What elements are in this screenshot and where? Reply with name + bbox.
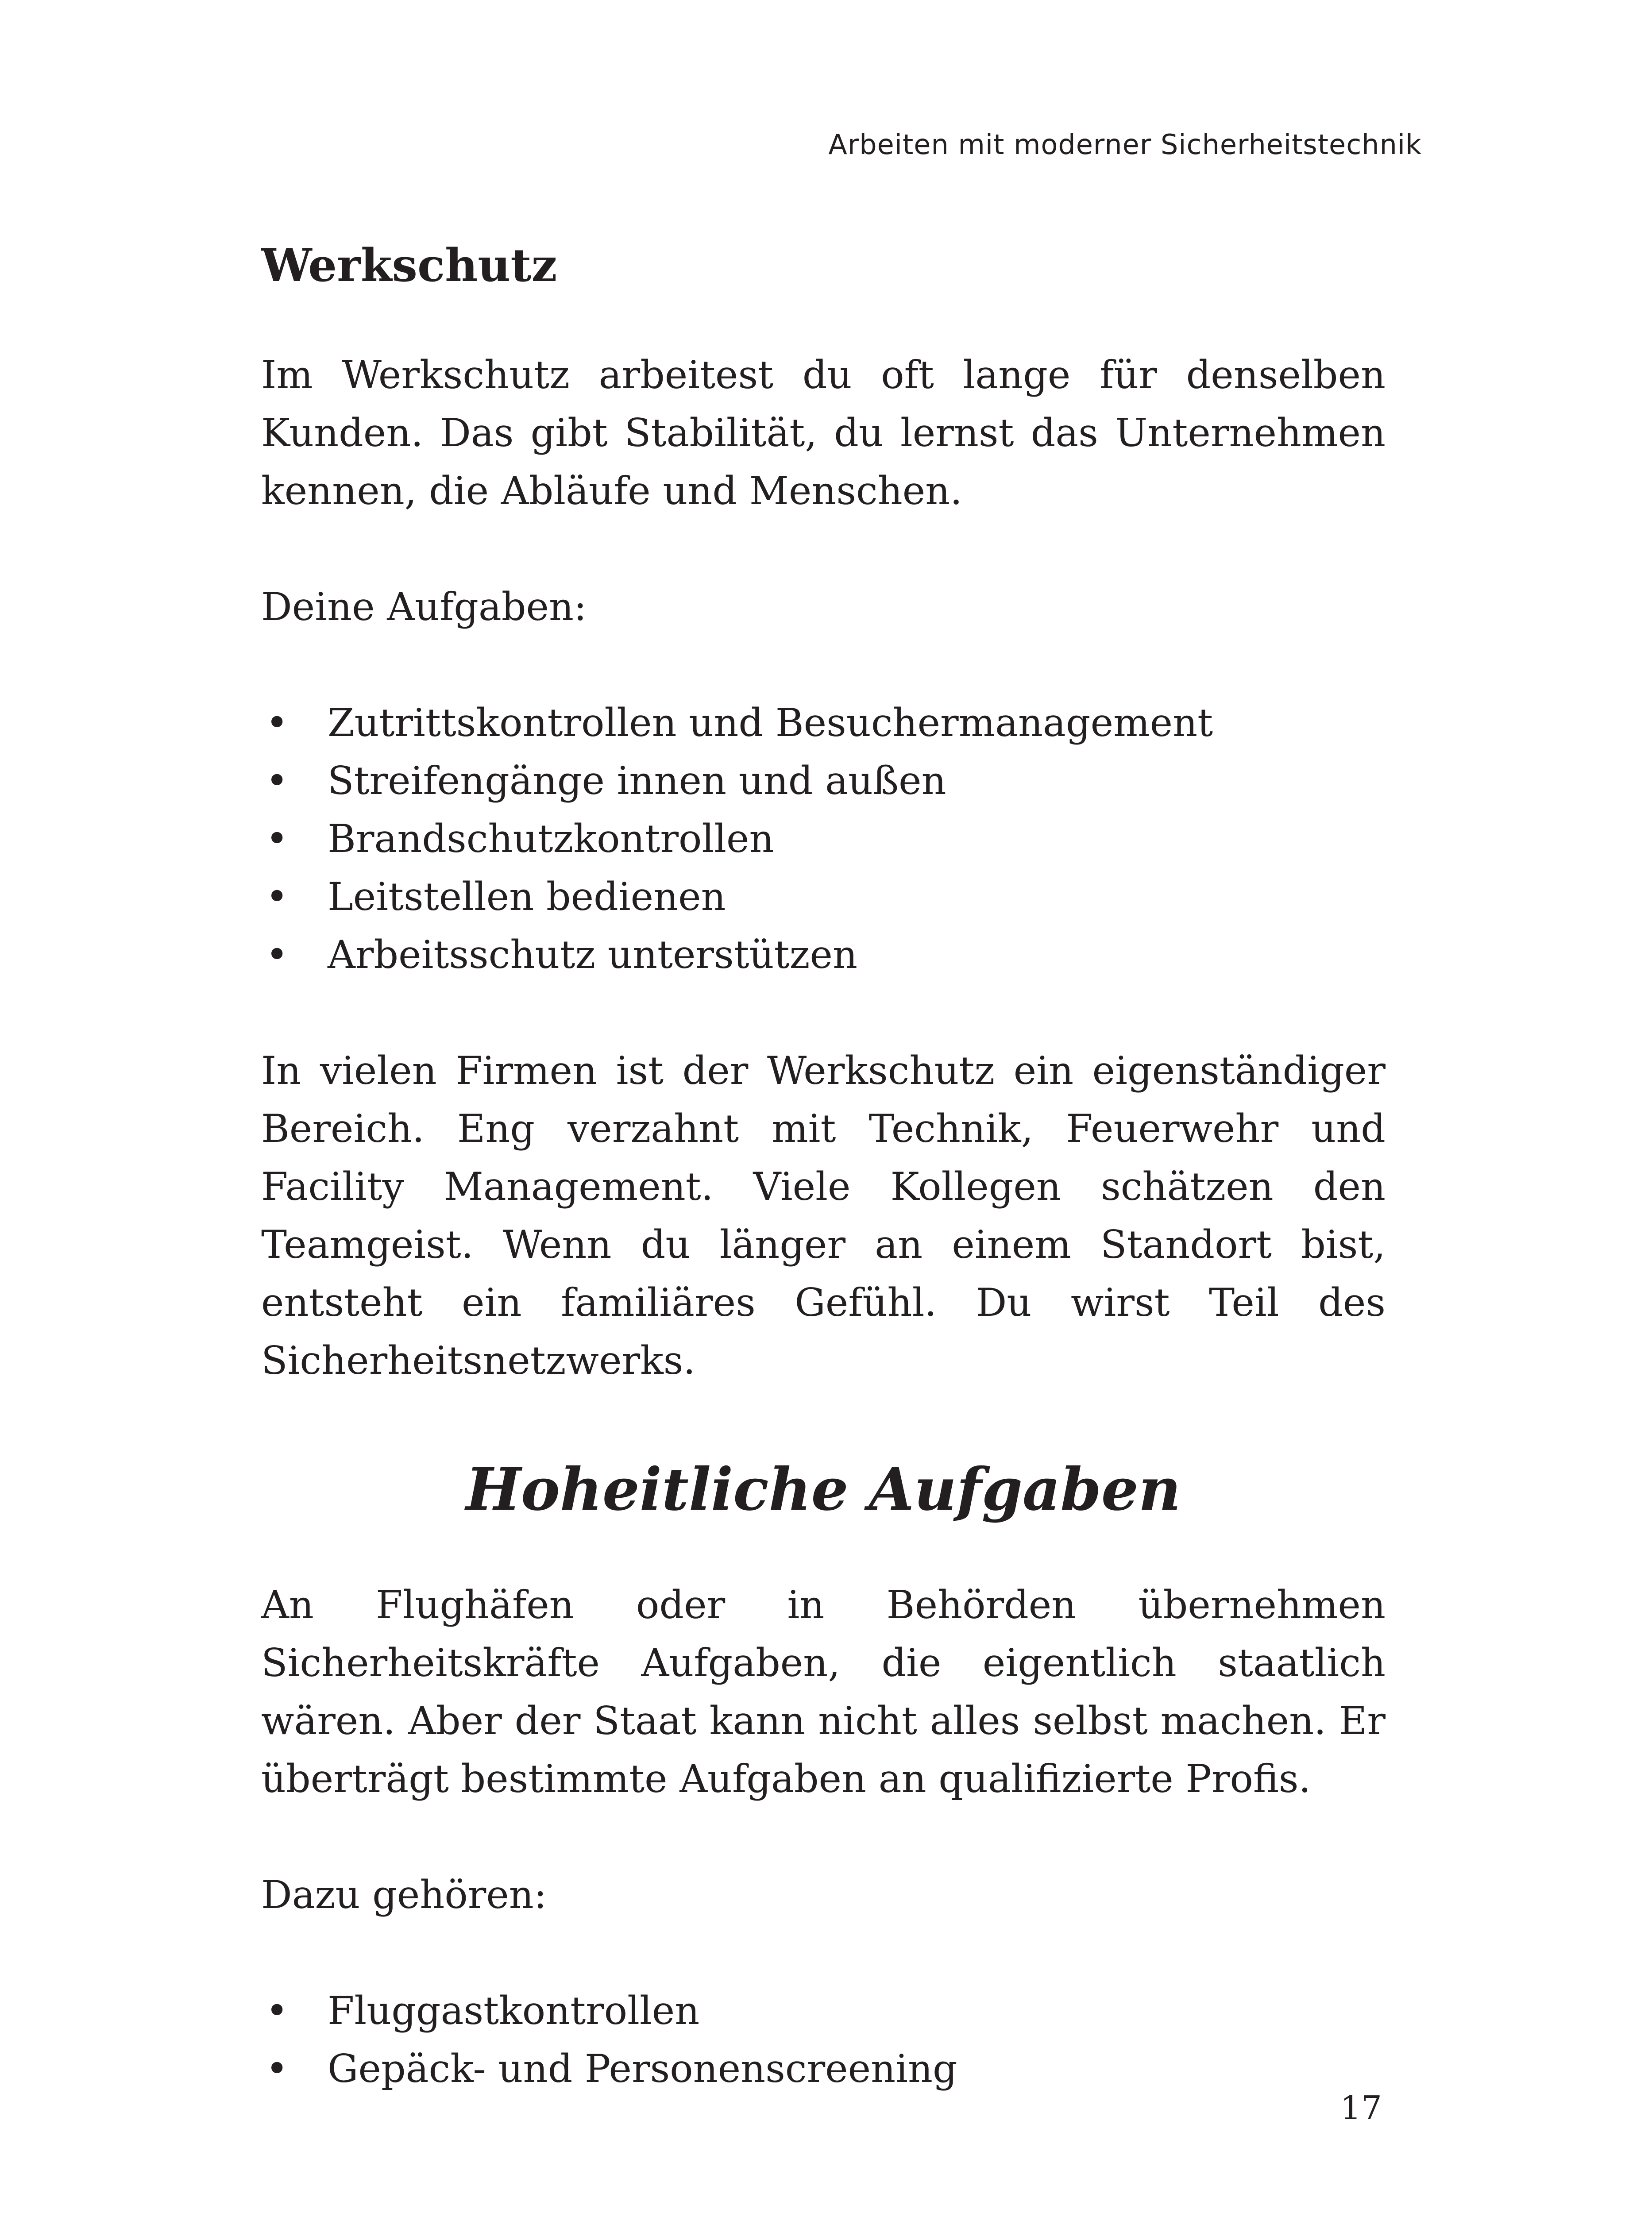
list-item [261,868,1386,926]
list-item [261,926,1386,984]
page-number: 17 [1340,2089,1382,2127]
section2-intro-paragraph: An Flughäfen oder in Behörden übernehmen Sicherheitskräfte Aufgaben, die eigentlich staatlich wären. Aber der Staat kann nicht alles selbst machen. Er überträgt bestimmte Aufgaben an qualifizierte Profis. [261,1582,1386,1801]
list-item [261,694,1386,752]
page-content [261,235,1386,2156]
list-item [261,2040,1386,2098]
bullet-icon: • [266,932,289,977]
section-closing-paragraph: In vielen Firmen ist der Werkschutz ein eigenständiger Bereich. Eng verzahnt mit Technik, Feuerwehr und Facility Management. Viele Kollegen schätzen den Teamgeist. Wenn du länger an einem Standort bist, entsteht ein familiäres Gefühl. Du wirst Teil des Sicherheitsnetzwerks. [261,1048,1386,1383]
items-label: Dazu gehören: [261,1872,547,1917]
list-item [261,1982,1386,2040]
bullet-icon: • [266,700,289,745]
running-header: Arbeiten mit moderner Sicherheitstechnik [828,128,1422,161]
bullet-icon: • [266,758,289,803]
items-list [261,1982,1386,2098]
list-item [261,752,1386,810]
list-item-text: Zutrittskontrollen und Besuchermanagement [328,700,1213,745]
list-item-text: Brandschutzkontrollen [328,816,774,861]
bullet-icon: • [266,2046,289,2091]
list-item [261,810,1386,868]
tasks-list [261,694,1386,984]
list-item-text: Streifengänge innen und außen [328,758,946,803]
list-item-text: Gepäck- und Personenscreening [328,2046,957,2091]
list-item-text: Fluggastkontrollen [328,1988,700,2033]
bullet-icon: • [266,816,289,861]
section-title-werkschutz: Werkschutz [261,239,557,292]
list-item-text: Leitstellen bedienen [328,874,726,919]
bullet-icon: • [266,1988,289,2033]
section-intro-paragraph: Im Werkschutz arbeitest du oft lange für denselben Kunden. Das gibt Stabilität, du lernst das Unternehmen kennen, die Abläufe und Menschen. [261,352,1386,513]
section-title-hoheitliche-aufgaben: Hoheitliche Aufgaben [466,1455,1181,1524]
bullet-icon: • [266,874,289,919]
tasks-label: Deine Aufgaben: [261,584,587,629]
list-item-text: Arbeitsschutz unterstützen [328,932,857,977]
